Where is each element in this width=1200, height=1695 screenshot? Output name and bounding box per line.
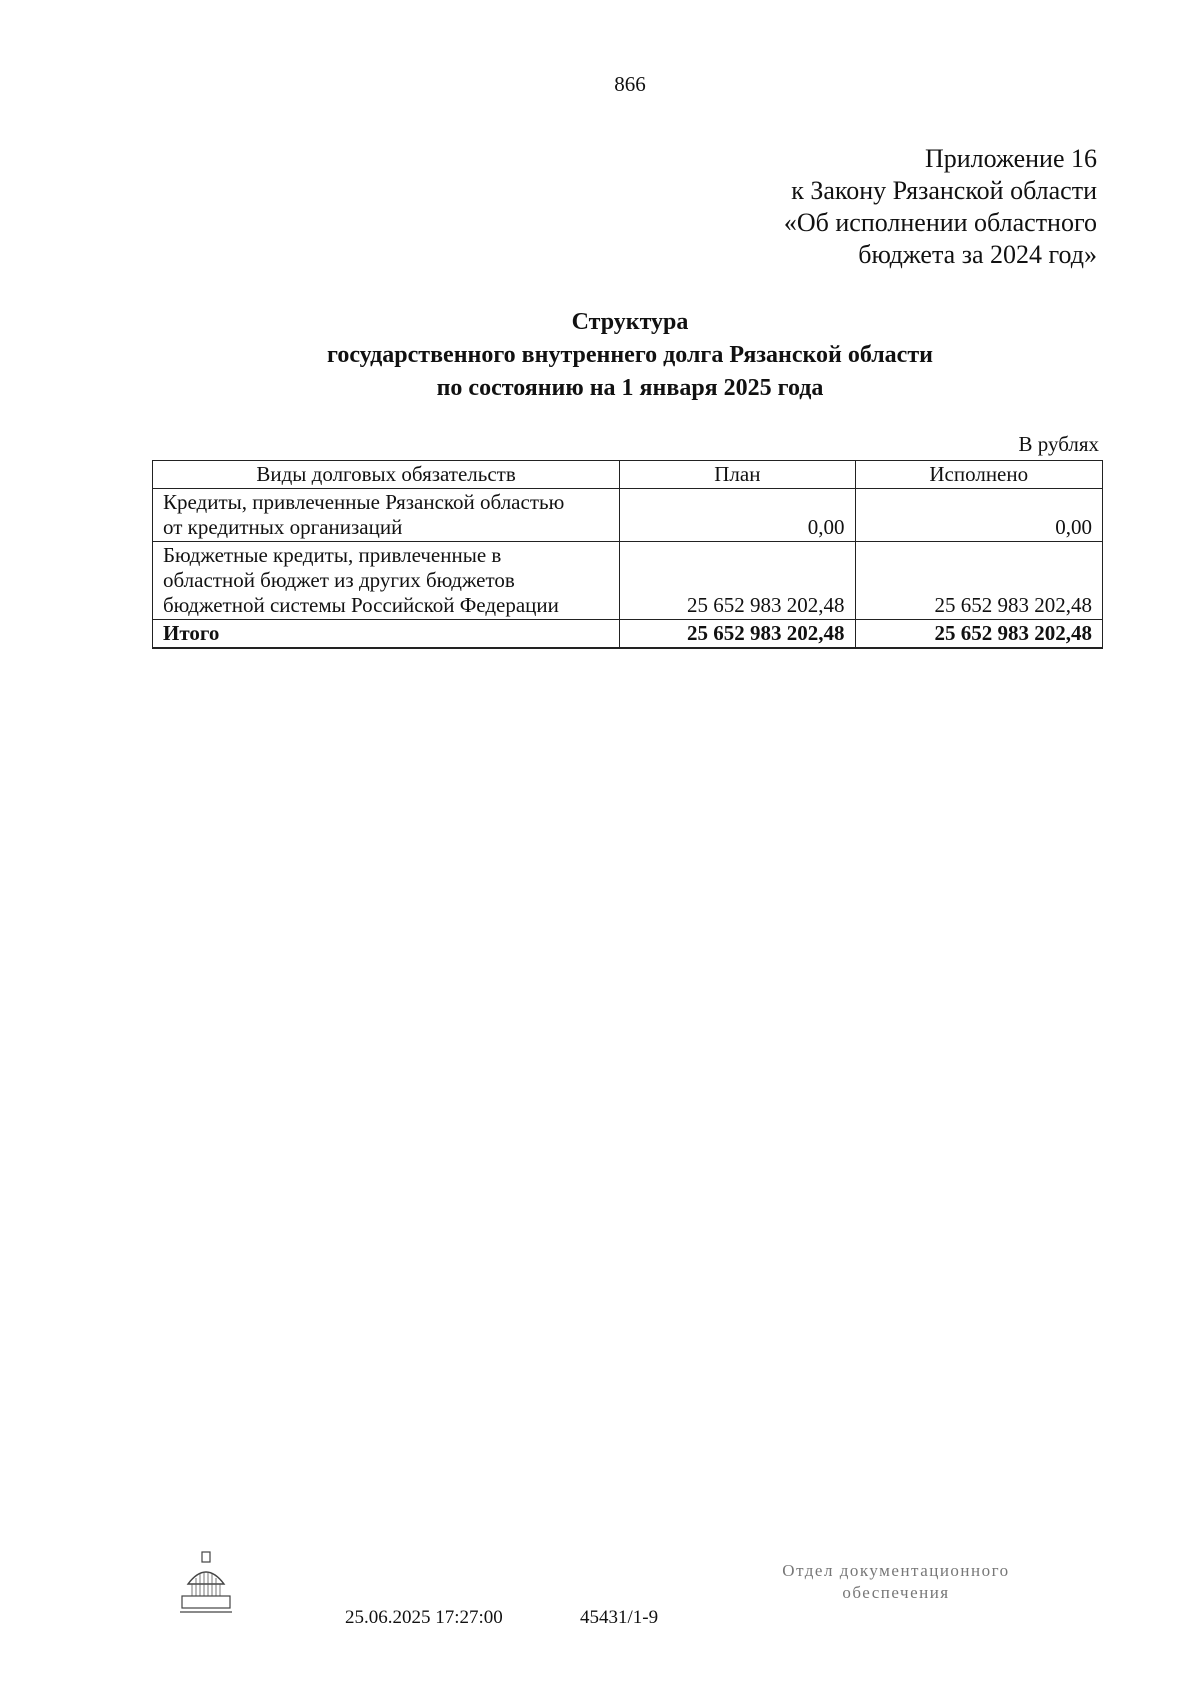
- row-2-executed: 25 652 983 202,48: [855, 542, 1102, 620]
- row-2-name-line-3: бюджетной системы Российской Федерации: [163, 593, 559, 617]
- document-title: [0, 306, 1200, 405]
- table-header-row: [153, 461, 1103, 489]
- row-1-executed: 0,00: [855, 489, 1102, 542]
- row-2-name: [153, 542, 620, 620]
- appendix-line-2: к Закону Рязанской области: [791, 176, 1097, 205]
- appendix-line-3: «Об исполнении областного: [783, 208, 1097, 237]
- row-1-name-line-1: Кредиты, привлеченные Рязанской областью: [163, 490, 565, 514]
- row-1-plan: 0,00: [620, 489, 855, 542]
- header-plan: План: [620, 461, 855, 489]
- header-debt-type: Виды долговых обязательств: [153, 461, 620, 489]
- duma-logo-icon: [178, 1550, 234, 1616]
- appendix-line-1: Приложение 16: [924, 144, 1097, 173]
- row-1-name-line-2: от кредитных организаций: [163, 515, 403, 539]
- appendix-header: [784, 143, 1097, 271]
- total-plan: 25 652 983 202,48: [620, 620, 855, 649]
- table-total-row: [153, 620, 1103, 649]
- title-line-2: государственного внутреннего долга Рязанской области: [327, 342, 933, 368]
- table-row: [153, 489, 1103, 542]
- row-1-name: [153, 489, 620, 542]
- debt-structure-table: [152, 460, 1103, 649]
- table-row: [153, 542, 1103, 620]
- appendix-line-4: бюджета за 2024 год»: [858, 240, 1097, 269]
- stamp-line-2: обеспечения: [842, 1583, 950, 1602]
- title-line-3: по состоянию на 1 января 2025 года: [436, 375, 824, 401]
- total-executed: 25 652 983 202,48: [855, 620, 1102, 649]
- page-number: 866: [614, 72, 646, 96]
- row-2-plan: 25 652 983 202,48: [620, 542, 855, 620]
- footer-doc-number: 45431/1-9: [580, 1607, 659, 1628]
- department-stamp: [756, 1560, 1036, 1604]
- total-label: Итого: [153, 620, 620, 649]
- units-label: В рублях: [1018, 432, 1099, 456]
- row-2-name-line-2: областной бюджет из других бюджетов: [163, 568, 515, 592]
- footer-datetime: 25.06.2025 17:27:00: [345, 1607, 503, 1628]
- header-executed: Исполнено: [855, 461, 1102, 489]
- stamp-line-1: Отдел документационного: [782, 1561, 1010, 1580]
- row-2-name-line-1: Бюджетные кредиты, привлеченные в: [163, 543, 502, 567]
- title-line-1: Структура: [571, 309, 689, 335]
